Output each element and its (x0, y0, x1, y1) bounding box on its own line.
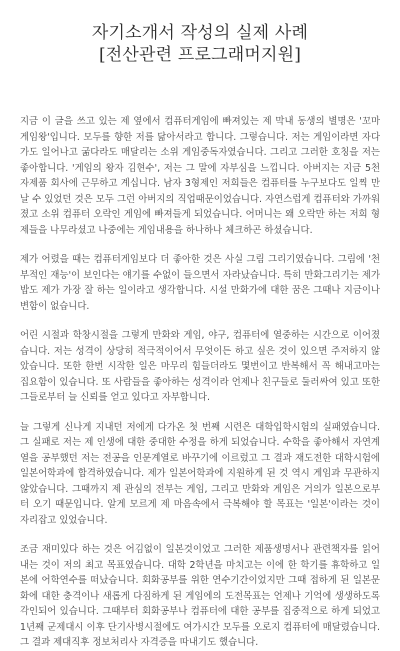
body-paragraph-2: 제가 어렸을 때는 컴퓨터게임보다 더 좋아한 것은 사실 그림 그리기였습니다. 그림에 '천부적인 재능'이 보인다는 얘기를 수없이 들으면서 자라났습니다. 특히 만화그리기는 제가 밥도 제가 가장 잘 하는 일이라고 생각합니다. 시설 만화가에 대한 꿈은 그때나 지금이나 변함이 없습니다. (20, 254, 380, 312)
document-title-line-2: [전산관련 프로그래머지원] (98, 45, 302, 65)
body-paragraph-1: 지금 이 글을 쓰고 있는 제 옆에서 컴퓨터게임에 빠져있는 제 막내 동생의 별명은 '꼬마 게임왕'입니다. 모두를 향한 저를 닮아서라고 합니다. 그렇습니다. 저는 게임이라면 자다가도 일어나고 굶다라도 매달리는 소위 게임중독자였습니다. 그리고 그러한 호칭을 저는 좋아합니다. '게임의 왕자 김현수', 저는 그 말에 자부심을 느낍니다. 아버지는 지금 5천자제품 회사에 근무하고 계십니다. 남자 3형제인 저희들은 컴퓨터를 누구보다도 일찍 만날 수 있었던 것은 모두 그런 아버지의 직업때문이었습니다. 자연스럽게 컴퓨터와 가까워졌고 소위 컴퓨터 오락인 게임에 빠져들게 되었습니다. 어머니는 왜 오락만 하는 저희 형제들을 나무라셨고 나중에는 게임내용을 하나하나 체크하곤 하셨습니다. (20, 116, 380, 236)
body-paragraph-4: 늘 그렇게 신나게 지내던 저에게 다가온 첫 번째 시련은 대학입학시험의 실패였습니다. 그 실패로 저는 제 인생에 대한 중대한 수정을 하게 되었습니다. 수학을 좋아해서 자연계열을 공부했던 저는 전공을 인문계열로 바꾸기에 이르렀고 그 결과 재도전한 대학시험에 일본어학과에 합격하였습니다. 제가 일본어학과에 지원하게 된 것 역시 게임과 무관하지 않았습니다. 그때까지 제 관심의 전부는 게임, 그리고 만화와 게임은 거의가 일본으로부터 오기 때문입니다. 알게 모르게 제 마음속에서 극복해야 할 목표는 '일본'이라는 것이 자리잡고 있었습니다. (20, 421, 380, 526)
document-title-line-1: 자기소개서 작성의 실제 사례 (91, 23, 309, 43)
document-header (20, 22, 380, 66)
body-paragraph-5: 조금 재미있다 하는 것은 어김없이 일본것이었고 그러한 제품생명서나 관련책자를 읽어내는 것이 저의 최고 목표였습니다. 대학 2학년을 마치고는 이에 한 학기를 휴학하고 일본에 어학연수를 떠났습니다. 회화공부를 위한 연수기간이었지만 그때 접하게 된 일본문화에 대한 충격이나 새롭게 다짐하게 된 게임에의 도전목표는 언제나 기억에 생생하도록 각인되어 있습니다. 그때부터 회화공부나 컴퓨터에 대한 공부를 집중적으로 하게 되었고 1년째 군제대시 이후 단기사병시절에도 여가시간 모두를 오로지 컴퓨터에 매달렸습니다. 그 결과 제대직후 정보처리사 자격증을 따내기도 했습니다. (20, 544, 380, 648)
document-body (20, 114, 380, 651)
body-paragraph-3: 어린 시절과 학창시절을 그렇게 만화와 게임, 야구, 컴퓨터에 열중하는 시간으로 이어졌습니다. 저는 성격이 상당히 적극적이어서 무엇이든 하고 싶은 것이 있으면 주저하지 않았습니다. 또한 한번 시작한 일은 마무리 힘들더라도 몇번이고 반복해서 꼭 해내고마는 집요함이 있습니다. 또 사람들을 좋아하는 성격이라 언제나 친구들로 둘러싸여 있고 또한 그들로부터 늘 신뢰를 얻고 있다고 자부합니다. (20, 330, 380, 403)
